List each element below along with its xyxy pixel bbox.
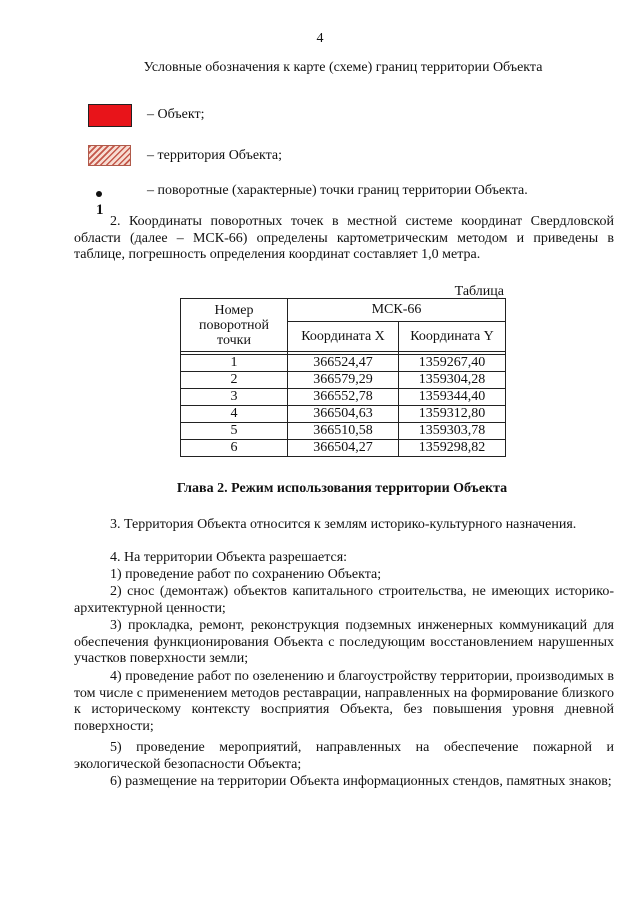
table-row: 3 366552,78 1359344,40	[181, 389, 506, 406]
chapter-title: Глава 2. Режим использования территории Объекта	[176, 481, 508, 496]
legend-text-territory: – территория Объекта;	[147, 148, 283, 163]
legend-text-object: – Объект;	[147, 107, 205, 122]
header-y: Координата Y	[399, 322, 506, 352]
list-item: 3) прокладка, ремонт, реконструкция подземных инженерных коммуникаций для обеспечения функционирования Объекта с последующим восстановлением нарушенных участков поверхности земли;	[74, 618, 614, 667]
list-item: 6) размещение на территории Объекта информационных стендов, памятных знаков;	[110, 774, 612, 789]
table-caption: Таблица	[454, 284, 504, 299]
table-row: 4 366504,63 1359312,80	[181, 406, 506, 423]
header-point-number: Номер поворотной точки	[181, 299, 288, 352]
paragraph-2: 2. Координаты поворотных точек в местной системе координат Свердловской области (далее – МСК-66) определены картометрическим методом и приведены в таблице, погрешность определения координат составляет 1,0 метра.	[74, 214, 614, 263]
list-item: 1) проведение работ по сохранению Объекта;	[110, 567, 382, 582]
header-coordinate-system: МСК-66	[288, 299, 506, 322]
legend-text-points: – поворотные (характерные) точки границ территории Объекта.	[147, 183, 528, 198]
legend-title: Условные обозначения к карте (схеме) границ территории Объекта	[143, 60, 543, 75]
list-item: 5) проведение мероприятий, направленных на обеспечение пожарной и экологической безопасности Объекта;	[74, 740, 614, 772]
page-number: 4	[316, 31, 324, 46]
coordinates-table	[180, 298, 506, 457]
table-row: 2 366579,29 1359304,28	[181, 372, 506, 389]
point-marker-label: 1	[96, 202, 104, 218]
table-row: 1 366524,47 1359267,40	[181, 355, 506, 372]
list-item: 4) проведение работ по озеленению и благоустройству территории, производимых в том числе с применением методов реставрации, направленных на формирование близкого к историческому контексту восприятия Объекта, без повышения уровня дневной поверхности;	[74, 669, 614, 734]
table-row: 5 366510,58 1359303,78	[181, 423, 506, 440]
object-swatch-icon	[88, 104, 132, 127]
list-item: 2) снос (демонтаж) объектов капитального строительства, не имеющих историко-архитектурной ценности;	[74, 584, 614, 616]
header-x: Координата X	[288, 322, 399, 352]
paragraph-3: 3. Территория Объекта относится к землям историко-культурного назначения.	[110, 517, 577, 532]
paragraph-4: 4. На территории Объекта разрешается:	[110, 550, 348, 565]
table-row: 6 366504,27 1359298,82	[181, 440, 506, 457]
hatched-swatch-icon	[88, 145, 131, 166]
